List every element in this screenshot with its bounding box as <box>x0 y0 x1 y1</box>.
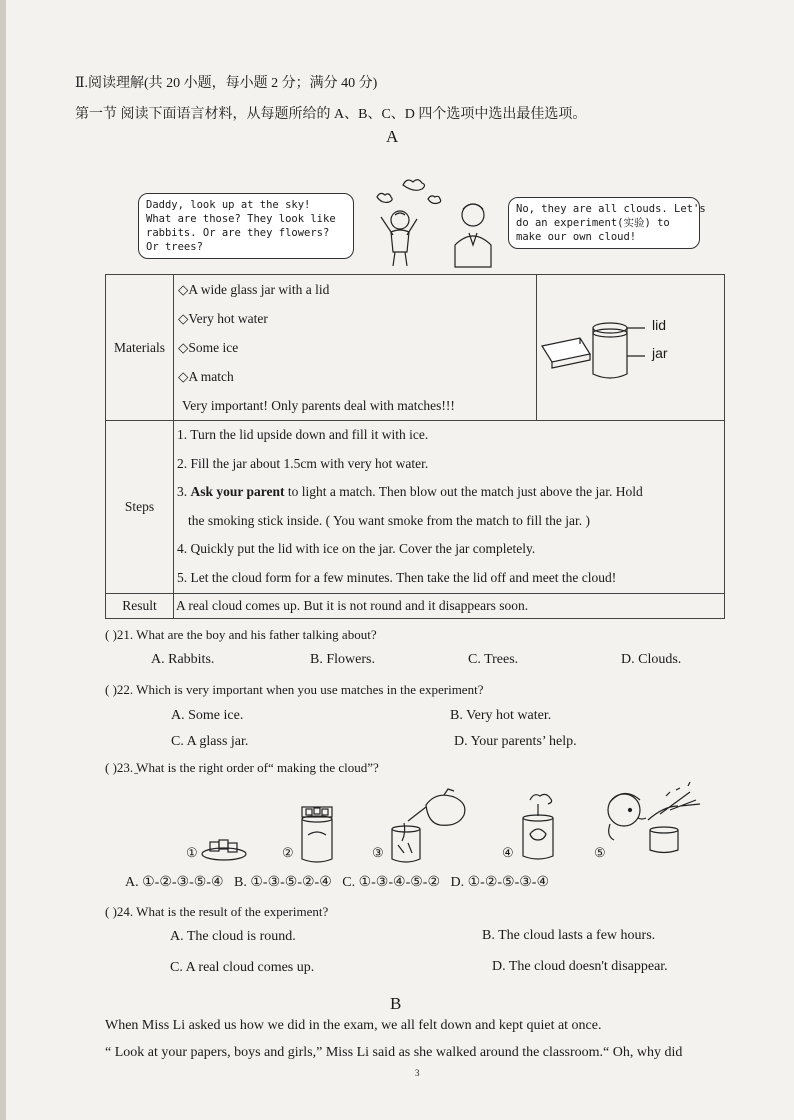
ask-parent-emphasis: Ask your parent <box>190 484 285 500</box>
jar-diagram-cell <box>537 275 725 421</box>
pouring-hot-water-picture <box>386 785 474 865</box>
speech-bubble-father: No, they are all clouds. Let's do an experiment(实验) to make our own cloud! <box>508 197 700 249</box>
question-23-options: A. ①-②-③-⑤-④ B. ①-③-⑤-②-④ C. ①-③-④-⑤-② D. ①-②-⑤-③-④ <box>125 875 550 890</box>
passage-b-line-2: “ Look at your papers, boys and girls,” Miss Li said as she walked around the classroom.“ Oh, why did <box>105 1045 683 1060</box>
question-23: ( )23. ̱What is the right order of“ making the cloud”? <box>105 760 379 775</box>
passage-b-line-1: When Miss Li asked us how we did in the exam, we all felt down and kept quiet at once. <box>105 1018 602 1033</box>
page-number: 3 <box>415 1068 420 1078</box>
q21-option-c: C. Trees. <box>468 652 519 667</box>
q24-option-c: C. A real cloud comes up. <box>170 960 315 975</box>
jar-label: jar <box>652 345 668 361</box>
step-item-continued: the smoking stick inside. ( You want smoke from the match to fill the jar. ) <box>188 512 590 528</box>
picture-number-5: ⑤ <box>594 845 606 860</box>
section-instruction: 第一节 阅读下面语言材料，从每题所给的 A、B、C、D 四个选项中选出最佳选项。 <box>75 107 587 122</box>
lid-label: lid <box>652 317 667 333</box>
step-item: 2. Fill the jar about 1.5cm with very hot water. <box>177 455 429 471</box>
q22-option-a: A. Some ice. <box>171 708 244 723</box>
step-item: 3. Ask your parent to light a match. Then blow out the match just above the jar. Hold <box>177 484 643 500</box>
q22-option-b: B. Very hot water. <box>450 708 552 723</box>
material-item: ◇Some ice <box>178 340 239 355</box>
q24-option-b: B. The cloud lasts a few hours. <box>482 928 656 943</box>
jar-and-matchbox-illustration <box>537 276 722 419</box>
q21-option-d: D. Clouds. <box>621 652 682 667</box>
steps-list <box>174 421 725 594</box>
picture-number-2: ② <box>282 845 294 860</box>
result-text: A real cloud comes up. But it is not round and it disappears soon. <box>174 593 725 618</box>
materials-label: Materials <box>106 275 174 421</box>
result-label: Result <box>106 593 174 618</box>
jar-with-cloud-picture <box>516 790 560 865</box>
step-item: 5. Let the cloud form for a few minutes. Then take the lid off and meet the cloud! <box>177 569 617 585</box>
experiment-table <box>105 274 725 619</box>
picture-number-4: ④ <box>502 845 514 860</box>
blowing-match-picture <box>600 780 716 865</box>
jar-with-ice-lid-picture <box>296 805 338 865</box>
page-edge-shadow <box>0 0 6 1120</box>
speech-bubble-child: Daddy, look up at the sky! What are those? They look like rabbits. Or are they flowers? Or trees? <box>138 193 354 259</box>
step-item: 1. Turn the lid upside down and fill it with ice. <box>177 427 429 442</box>
passage-a-label: A <box>386 127 399 146</box>
picture-number-3: ③ <box>372 845 384 860</box>
q21-option-b: B. Flowers. <box>310 652 375 667</box>
material-item: ◇A wide glass jar with a lid <box>178 282 330 297</box>
section-title: Ⅱ.阅读理解(共 20 小题，每小题 2 分；满分 40 分) <box>75 76 378 91</box>
materials-note: Very important! Only parents deal with matches!!! <box>182 398 455 413</box>
question-24: ( )24. What is the result of the experiment? <box>105 904 329 919</box>
passage-b-label: B <box>390 994 402 1013</box>
q21-option-a: A. Rabbits. <box>151 652 215 667</box>
ice-plate-picture <box>200 832 248 864</box>
child-and-father-illustration <box>355 175 505 270</box>
picture-number-1: ① <box>186 845 198 860</box>
material-item: ◇Very hot water <box>178 311 268 326</box>
material-item: ◇A match <box>178 369 234 384</box>
materials-list <box>174 275 537 421</box>
steps-label: Steps <box>106 421 174 594</box>
q22-option-d: D. Your parents’ help. <box>454 734 577 749</box>
question-21: ( )21. What are the boy and his father talking about? <box>105 627 377 642</box>
question-22: ( )22. Which is very important when you use matches in the experiment? <box>105 682 484 697</box>
q24-option-d: D. The cloud doesn't disappear. <box>492 959 668 974</box>
q22-option-c: C. A glass jar. <box>171 734 249 749</box>
q24-option-a: A. The cloud is round. <box>170 929 296 944</box>
step-item: 4. Quickly put the lid with ice on the jar. Cover the jar completely. <box>177 541 536 557</box>
